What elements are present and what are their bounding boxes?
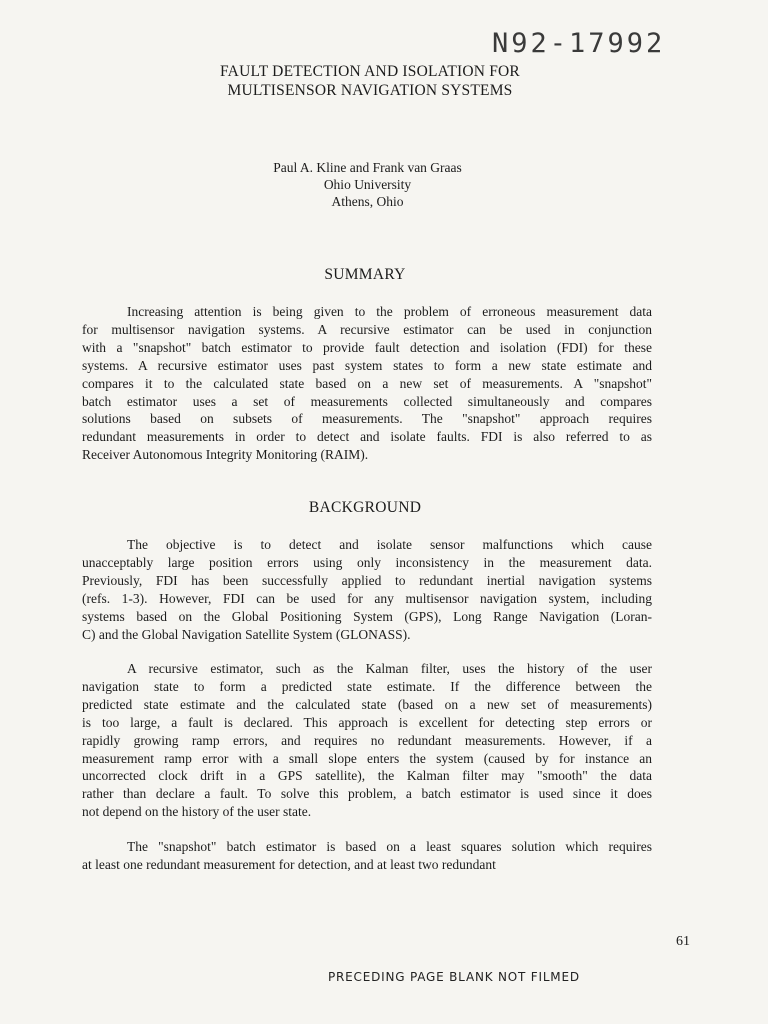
text-line: not depend on the history of the user state. (82, 804, 312, 820)
page-number: 61 (676, 934, 690, 949)
text-line: systems based on the Global Positioning System (GPS), Long Range Navigation (Loran- (82, 608, 652, 624)
text-line: batch estimator uses a set of measurements collected simultaneously and compares (82, 393, 652, 409)
summary-paragraph (82, 303, 652, 464)
author-block (210, 159, 525, 210)
text-line: The objective is to detect and isolate sensor malfunctions which cause (127, 537, 652, 552)
text-line: navigation state to form a predicted state estimate. If the difference between the (82, 678, 652, 694)
text-line: with a "snapshot" batch estimator to provide fault detection and isolation (FDI) for these (82, 339, 652, 355)
text-line: compares it to the calculated state based on a new set of measurements. A "snapshot" (82, 375, 652, 391)
text-line: unacceptably large position errors using only inconsistency in the measurement data. (82, 554, 652, 570)
text-line: Increasing attention is being given to the problem of erroneous measurement data (127, 304, 652, 319)
title-line-2: MULTISENSOR NAVIGATION SYSTEMS (227, 82, 513, 99)
author-affiliation: Ohio University (323, 177, 412, 192)
text-line: A recursive estimator, such as the Kalman filter, uses the history of the user (127, 661, 652, 676)
text-line: is too large, a fault is declared. This approach is excellent for detecting step errors or (82, 714, 652, 730)
text-line: systems. A recursive estimator uses past system states to form a new state estimate and (82, 357, 652, 373)
background-paragraph-2 (82, 660, 652, 821)
text-line: at least one redundant measurement for detection, and at least two redundant (82, 856, 496, 872)
footer-stamp: PRECEDING PAGE BLANK NOT FILMED (328, 970, 580, 984)
text-line: measurement ramp error with a small slope enters the system (caused by for instance an (82, 750, 652, 766)
text-line: predicted state estimate and the calculated state (based on a new set of measurements) (82, 696, 652, 712)
text-line: redundant measurements in order to detect and isolate faults. FDI is also referred to as (82, 429, 652, 445)
author-names: Paul A. Kline and Frank van Graas (273, 160, 462, 175)
summary-heading: SUMMARY (324, 266, 406, 283)
text-line: Previously, FDI has been successfully applied to redundant inertial navigation systems (82, 572, 652, 588)
text-line: Receiver Autonomous Integrity Monitoring (RAIM). (82, 447, 369, 463)
background-paragraph-1 (82, 536, 652, 643)
paper-title (120, 62, 620, 100)
background-heading: BACKGROUND (308, 499, 422, 516)
text-line: (refs. 1-3). However, FDI can be used for any multisensor navigation system, including (82, 590, 652, 606)
text-line: uncorrected clock drift in a GPS satellite), the Kalman filter may "smooth" the data (82, 768, 652, 784)
document-accession-number: N92-17992 (492, 28, 666, 59)
title-line-1: FAULT DETECTION AND ISOLATION FOR (220, 63, 520, 80)
text-line: C) and the Global Navigation Satellite System (GLONASS). (82, 626, 411, 642)
text-line: rather than declare a fault. To solve this problem, a batch estimator is used since it does (82, 786, 652, 802)
background-paragraph-3 (82, 838, 652, 874)
author-location: Athens, Ohio (331, 194, 404, 209)
text-line: The "snapshot" batch estimator is based on a least squares solution which requires (127, 839, 652, 854)
text-line: solutions based on subsets of measurements. The "snapshot" approach requires (82, 411, 652, 427)
text-line: for multisensor navigation systems. A recursive estimator can be used in conjunction (82, 321, 652, 337)
text-line: rapidly growing ramp errors, and requires no redundant measurements. However, if a (82, 732, 652, 748)
